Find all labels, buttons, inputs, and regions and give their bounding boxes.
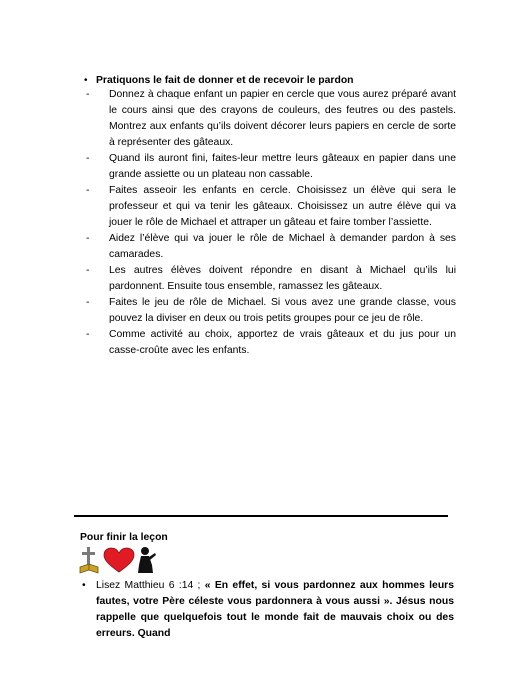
section-divider xyxy=(74,515,448,517)
list-item: - Quand ils auront fini, faites-leur mettre leurs gâteaux en papier dans une grande assiette ou un plateau non cassable. xyxy=(86,153,456,180)
list-item: - Faites asseoir les enfants en cercle. Choisissez un élève qui sera le professeur et qui va tenir les gâteaux. Choisissez un autre élève qui va jouer le rôle de Michael et attraper un gâteau et faire tomber l’assiette. xyxy=(86,185,456,228)
list-item: - Comme activité au choix, apportez de vrais gâteaux et du jus pour un casse-croûte avec les enfants. xyxy=(86,329,456,356)
praying-child-icon xyxy=(138,547,156,573)
activity-list xyxy=(84,87,456,359)
heart-icon xyxy=(104,548,134,572)
list-item: - Donnez à chaque enfant un papier en cercle que vous aurez préparé avant le cours ainsi que des crayons de couleurs, des feutres ou des pastels. Montrez aux enfants qu’ils doivent décorer leurs papiers en cercle de sorte à représenter des gâteaux. xyxy=(86,89,456,148)
scripture-quote: « En effet, si vous pardonnez aux hommes leurs fautes, votre Père céleste vous pardonnera à vous aussi ». Jésus nous rappelle que quelquefois tout le monde fait de mauvais choix ou des erreurs. Quand xyxy=(96,580,454,639)
scripture-reference: Lisez Matthieu 6 :14 ; xyxy=(96,580,205,591)
list-item: - Faites le jeu de rôle de Michael. Si vous avez une grande classe, vous pouvez la diviser en deux ou trois petits groupes pour ce jeu de rôle. xyxy=(86,297,456,324)
lesson-icons xyxy=(79,545,159,575)
closing-paragraph xyxy=(82,578,454,642)
bullet-dot: • xyxy=(84,75,88,86)
list-item: - Aidez l’élève qui va jouer le rôle de Michael à demander pardon à ses camarades. xyxy=(86,233,456,260)
bullet-dot: • xyxy=(82,580,86,591)
finish-title: Pour finir la leçon xyxy=(80,532,168,543)
cross-bible-icon xyxy=(80,547,98,573)
list-item: - Les autres élèves doivent répondre en disant à Michael qu’ils lui pardonnent. Ensuite tous ensemble, ramassez les gâteaux. xyxy=(86,265,456,292)
section-heading: Pratiquons le fait de donner et de recevoir le pardon xyxy=(96,75,354,86)
